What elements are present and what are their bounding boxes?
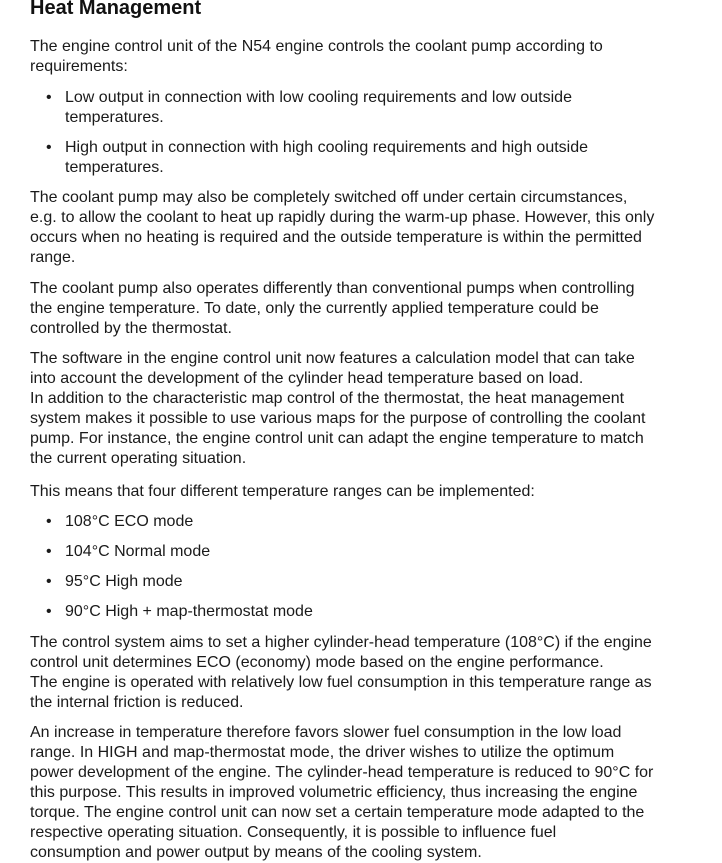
switch-off-paragraph xyxy=(30,188,710,268)
text-line: range. xyxy=(30,249,76,266)
text-line: into account the development of the cylinder head temperature based on load. xyxy=(30,370,584,387)
text-line: temperatures. xyxy=(65,159,164,176)
bullet-icon: • xyxy=(46,513,52,530)
intro-paragraph xyxy=(30,37,710,77)
bullet-icon: • xyxy=(46,139,52,156)
text-line: High output in connection with high cooling requirements and high outside xyxy=(65,139,589,156)
text-line: consumption and power output by means of the cooling system. xyxy=(30,844,482,861)
text-line: controlled by the thermostat. xyxy=(30,320,232,337)
text-line: requirements: xyxy=(30,58,128,75)
text-line: respective operating situation. Consequently, it is possible to influence fuel xyxy=(30,824,557,841)
text-line: the current operating situation. xyxy=(30,450,247,467)
text-line: this purpose. This results in improved volumetric efficiency, thus increasing the engine xyxy=(30,784,638,801)
text-line: The control system aims to set a higher cylinder-head temperature (108°C) if the engine xyxy=(30,634,652,651)
text-line: The coolant pump may also be completely switched off under certain circumstances, xyxy=(30,189,628,206)
text-line: control unit determines ECO (economy) mode based on the engine performance. xyxy=(30,654,604,671)
temperature-mode-label: 108°C ECO mode xyxy=(65,513,194,530)
text-line: power development of the engine. The cylinder-head temperature is reduced to 90°C for xyxy=(30,764,654,781)
text-line: The engine control unit of the N54 engine controls the coolant pump according to xyxy=(30,38,603,55)
text-line: the internal friction is reduced. xyxy=(30,694,244,711)
text-line: e.g. to allow the coolant to heat up rapidly during the warm-up phase. However, this only xyxy=(30,209,655,226)
text-line: pump. For instance, the engine control unit can adapt the engine temperature to match xyxy=(30,430,644,447)
text-line: torque. The engine control unit can now set a certain temperature mode adapted to the xyxy=(30,804,645,821)
text-line: The software in the engine control unit now features a calculation model that can take xyxy=(30,350,635,367)
operation-paragraph xyxy=(30,279,710,339)
text-line: The coolant pump also operates differently than conventional pumps when controlling xyxy=(30,280,635,297)
text-line: In addition to the characteristic map control of the thermostat, the heat management xyxy=(30,390,625,407)
bullet-icon: • xyxy=(46,543,52,560)
bullet-icon: • xyxy=(46,89,52,106)
software-paragraph xyxy=(30,349,710,469)
text-line: The engine is operated with relatively low fuel consumption in this temperature range as xyxy=(30,674,652,691)
text-line: occurs when no heating is required and the outside temperature is within the permitted xyxy=(30,229,642,246)
text-line: temperatures. xyxy=(65,109,164,126)
increase-paragraph xyxy=(30,723,710,863)
ranges-intro: This means that four different temperature ranges can be implemented: xyxy=(30,483,535,500)
text-line: system makes it possible to use various maps for the purpose of controlling the coolant xyxy=(30,410,646,427)
text-line: Low output in connection with low cooling requirements and low outside xyxy=(65,89,572,106)
temperature-mode-label: 90°C High + map-thermostat mode xyxy=(65,603,313,620)
text-line: the engine temperature. To date, only the currently applied temperature could be xyxy=(30,300,599,317)
text-line: range. In HIGH and map-thermostat mode, the driver wishes to utilize the optimum xyxy=(30,744,615,761)
temperature-mode-label: 104°C Normal mode xyxy=(65,543,211,560)
temperature-mode-label: 95°C High mode xyxy=(65,573,183,590)
bullet-icon: • xyxy=(46,603,52,620)
page-title: Heat Management xyxy=(30,0,202,19)
control-paragraph xyxy=(30,633,710,713)
text-line: An increase in temperature therefore favors slower fuel consumption in the low load xyxy=(30,724,622,741)
bullet-icon: • xyxy=(46,573,52,590)
